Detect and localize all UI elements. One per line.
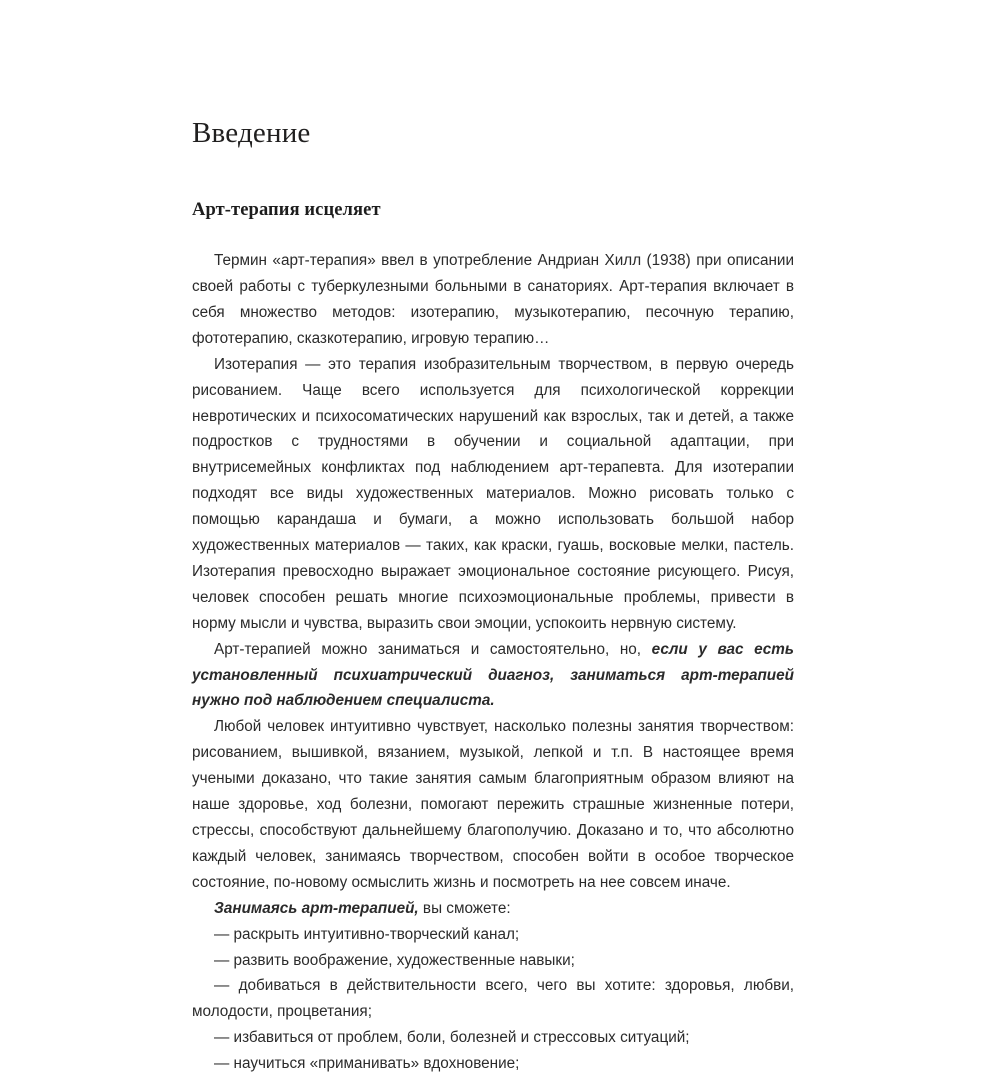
list-item: — раскрыть интуитивно-творческий канал; xyxy=(214,925,520,943)
paragraph-2: Изотерапия — это терапия изобразительным творчеством, в первую очередь рисованием. Чаще всего используется для психологической коррекции невротических и психосоматических нарушений как взрослых, так и детей, а также подростков с трудностями в обучении и социальной адаптации, при внутрисемейных конфликтах под наблюдением арт-терапевта. Для изотерапии подходят все виды художественных материалов. Можно рисовать только с помощью карандаша и бумаги, а можно использовать большой набор художественных материалов — таких, как краски, гуашь, восковые мелки, пастель. Изотерапия превосходно выражает эмоциональное состояние рисующего. Рисуя, человек способен решать многие психоэмоциональные проблемы, привести в норму мысли и чувства, выразить свои эмоции, успокоить нервную систему. xyxy=(192,355,794,632)
paragraph-5 xyxy=(192,896,794,922)
list-item: — добиваться в действительности всего, чего вы хотите: здоровья, любви, молодости, процветания; xyxy=(192,977,794,1021)
benefits-list xyxy=(192,922,794,1077)
text-column xyxy=(192,0,794,1077)
section-heading: Арт-терапия исцеляет xyxy=(192,199,381,220)
paragraph-3-emphasis: если у вас есть установленный психиатрический диагноз, заниматься арт-терапией нужно под наблюдением специалиста. xyxy=(192,640,794,710)
paragraph-3-lead: Арт-терапией можно заниматься и самостоятельно, но, xyxy=(214,640,652,658)
page-title: Введение xyxy=(192,117,311,149)
list-item: — избавиться от проблем, боли, болезней и стрессовых ситуаций; xyxy=(214,1029,690,1047)
list-item: — научиться «приманивать» вдохновение; xyxy=(214,1055,520,1073)
list-item: — развить воображение, художественные навыки; xyxy=(214,951,575,969)
paragraph-5-emphasis: Занимаясь арт-терапией, xyxy=(214,899,419,917)
body-text xyxy=(192,221,794,1077)
paragraph-4: Любой человек интуитивно чувствует, насколько полезны занятия творчеством: рисованием, вышивкой, вязанием, музыкой, лепкой и т.п. В настоящее время учеными доказано, что такие занятия самым благоприятным образом влияют на наше здоровье, ход болезни, помогают пережить страшные жизненные потери, стрессы, способствуют дальнейшему благополучию. Доказано и то, что абсолютно каждый человек, занимаясь творчеством, способен войти в особое творческое состояние, по-новому осмыслить жизнь и посмотреть на нее совсем иначе. xyxy=(192,718,794,891)
paragraph-3 xyxy=(192,637,794,715)
paragraph-5-trail: вы сможете: xyxy=(418,899,511,917)
paragraph-1: Термин «арт-терапия» ввел в употребление Андриан Хилл (1938) при описании своей работы с туберкулезными больными в санаториях. Арт-терапия включает в себя множество методов: изотерапию, музыкотерапию, песочную терапию, фототерапию, сказкотерапию, игровую терапию… xyxy=(192,252,794,347)
